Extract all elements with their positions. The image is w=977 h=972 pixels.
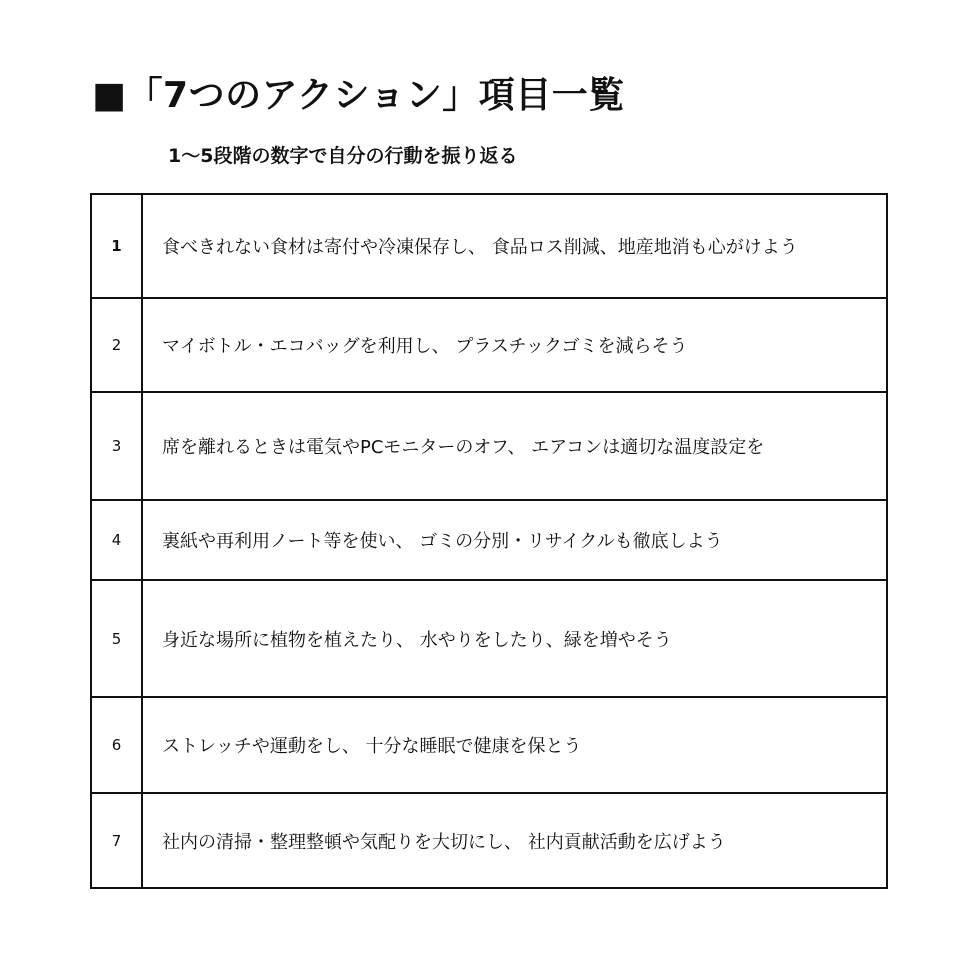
row-text: 裏紙や再利用ノート等を使い、 ゴミの分別・リサイクルも徹底しよう bbox=[162, 531, 723, 552]
row-text: マイボトル・エコバッグを利用し、 プラスチックゴミを減らそう bbox=[162, 336, 688, 357]
row-number: 5 bbox=[92, 581, 143, 696]
row-number: 7 bbox=[92, 794, 143, 887]
row-number: 3 bbox=[92, 393, 143, 499]
action-table bbox=[90, 193, 888, 889]
page-title: ■「7つのアクション」項目一覧 bbox=[92, 75, 625, 116]
row-text: 食べきれない食材は寄付や冷凍保存し、 食品ロス削減、地産地消も心がけよう bbox=[162, 237, 798, 258]
table-row bbox=[92, 579, 886, 696]
row-text: 社内の清掃・整理整頓や気配りを大切にし、 社内貢献活動を広げよう bbox=[162, 831, 726, 853]
table-row bbox=[92, 792, 886, 887]
row-text: 席を離れるときは電気やPCモニターのオフ、 エアコンは適切な温度設定を bbox=[162, 437, 765, 458]
row-number: 1 bbox=[92, 195, 143, 297]
row-text: 身近な場所に植物を植えたり、 水やりをしたり、緑を増やそう bbox=[162, 629, 672, 651]
table-row bbox=[92, 391, 886, 499]
row-number: 4 bbox=[92, 501, 143, 579]
table-row bbox=[92, 195, 886, 297]
table-row bbox=[92, 297, 886, 391]
table-row bbox=[92, 696, 886, 792]
row-number: 2 bbox=[92, 299, 143, 391]
row-text: ストレッチや運動をし、 十分な睡眠で健康を保とう bbox=[162, 736, 582, 757]
row-number: 6 bbox=[92, 698, 143, 792]
table-row bbox=[92, 499, 886, 579]
page-subtitle: 1〜5段階の数字で自分の行動を振り返る bbox=[168, 145, 518, 167]
